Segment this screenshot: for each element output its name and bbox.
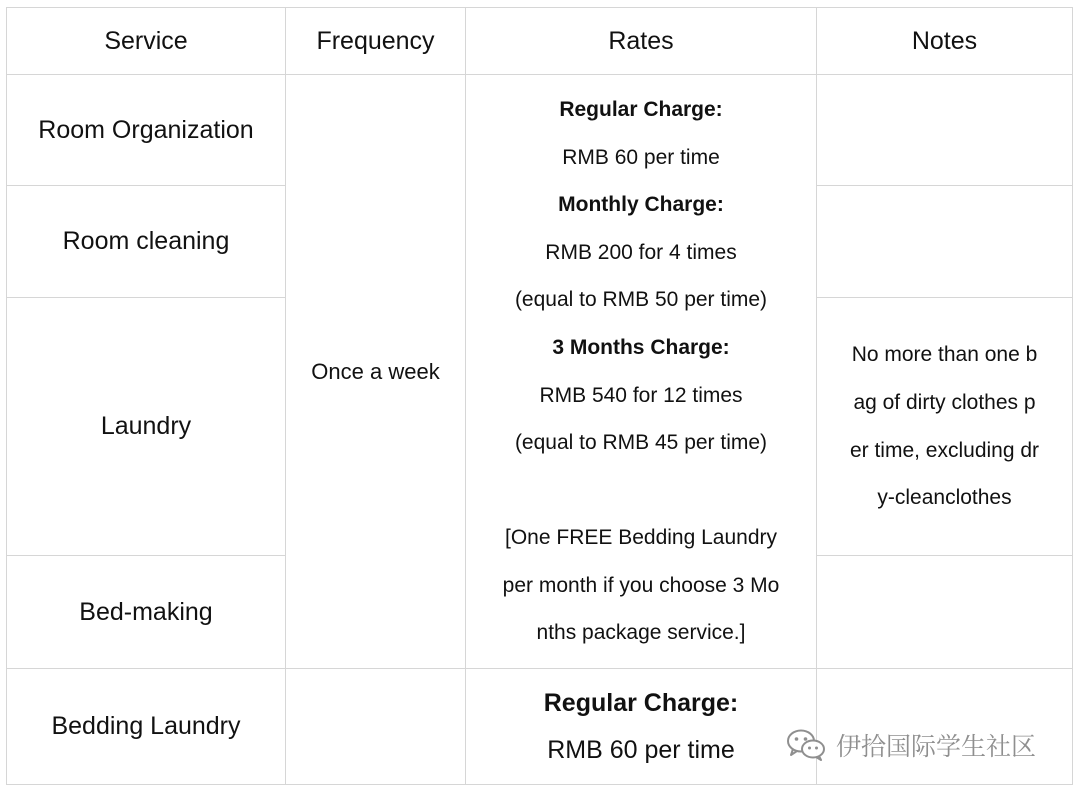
frequency-cell: Once a week [286,75,466,669]
services-table [6,7,1073,785]
rates-cell [466,75,817,669]
promo-line-1: [One FREE Bedding Laundry [505,526,777,550]
bedding-rates-cell [466,669,817,785]
header-rates: Rates [466,8,817,75]
header-row [7,8,1073,75]
three-month-charge-value: RMB 540 for 12 times [539,383,743,407]
monthly-charge-equal: (equal to RMB 50 per time) [514,288,768,312]
regular-charge-value: RMB 60 per time [562,145,720,169]
three-month-charge-title: 3 Months Charge: [552,335,730,359]
service-bed-making: Bed-making [7,556,286,669]
table-row [7,75,1073,186]
laundry-note-line-2: ag of dirty clothes p [853,390,1036,414]
three-month-charge-equal: (equal to RMB 45 per time) [514,431,768,455]
header-notes: Notes [817,8,1073,75]
service-bedding-laundry: Bedding Laundry [7,669,286,785]
promo-line-2: per month if you choose 3 Mo [502,573,780,597]
bedding-regular-value: RMB 60 per time [547,735,735,764]
laundry-note-line-1: No more than one b [851,343,1038,367]
service-laundry: Laundry [7,298,286,556]
frequency-empty-cell [286,669,466,785]
notes-empty-cell [817,186,1073,298]
header-service: Service [7,8,286,75]
monthly-charge-title: Monthly Charge: [558,193,724,217]
service-room-cleaning: Room cleaning [7,186,286,298]
monthly-charge-value: RMB 200 for 4 times [545,240,737,264]
promo-line-3: nths package service.] [536,621,746,645]
regular-charge-title: Regular Charge: [559,97,723,121]
watermark-text: 伊拾国际学生社区 [836,732,1037,761]
service-room-organization: Room Organization [7,75,286,186]
notes-empty-cell [817,75,1073,186]
laundry-note-line-4: y-cleanclothes [877,486,1012,510]
watermark [786,722,1036,768]
laundry-note-line-3: er time, excluding dr [849,438,1040,462]
bedding-regular-title: Regular Charge: [543,688,739,717]
notes-empty-cell [817,556,1073,669]
wechat-icon [786,728,826,762]
header-frequency: Frequency [286,8,466,75]
laundry-note [817,298,1073,556]
spacer [466,467,816,515]
